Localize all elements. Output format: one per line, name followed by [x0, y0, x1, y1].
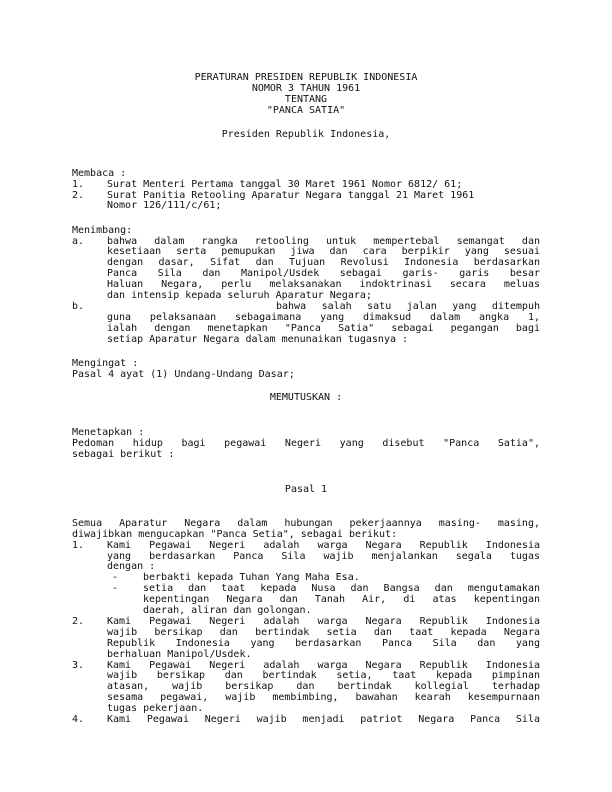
- pasal-1-num-2: 2.: [72, 615, 85, 627]
- pasal-1-item-1-line-3: dengan :: [107, 561, 156, 573]
- membaca-num-2: 2.: [72, 189, 85, 201]
- membaca-label: Membaca :: [72, 167, 127, 179]
- memutuskan-heading: MEMUTUSKAN :: [269, 391, 343, 403]
- mengingat-text: Pasal 4 ayat (1) Undang-Undang Dasar;: [72, 368, 295, 380]
- pasal-1-item-4-line-1: Kami Pegawai Negeri wajib menjadi patriot Negara Panca Sila: [107, 714, 540, 725]
- pasal-1-item-3-line-1: Kami Pegawai Negeri adalah warga Negara Republik Indonesia: [107, 659, 540, 671]
- pasal-1-item-3-line-4: sesama pegawai, wajib membimbing, bawahan kearah kesempurnaan: [107, 692, 540, 704]
- menimbang-a-line-5: Haluan Negara, perlu melaksanakan indoktrinasi secara meluas: [107, 279, 540, 291]
- menetapkan-line-1: Pedoman hidup bagi pegawai Negeri yang disebut "Panca Satia",: [72, 437, 540, 449]
- menimbang-b-line-2: guna pelaksanaan sebagaimana yang dimaksud dalam angka 1,: [107, 311, 540, 323]
- pasal-1-item-1-line-1: Kami Pegawai Negeri adalah warga Negara Republik Indonesia: [107, 539, 540, 551]
- bullet-2-line-2: kepentingan Negara dan Tanah Air, di atas kepentingan: [143, 594, 540, 606]
- pasal-1-item-3-line-3: atasan, wajib bersikap dan bertindak kollegial terhadap: [107, 681, 540, 693]
- pasal-1-num-1: 1.: [72, 539, 85, 551]
- pasal-1-intro-line-1: Semua Aparatur Negara dalam hubungan pekerjaannya masing- masing,: [72, 517, 540, 529]
- bullet-2-line-1: setia dan taat kepada Nusa dan Bangsa dan mengutamakan: [143, 583, 540, 595]
- membaca-item-2-line-2: Nomor 126/111/c/61;: [107, 200, 222, 212]
- mengingat-label: Mengingat :: [72, 357, 139, 369]
- pasal-1-num-4: 4.: [72, 714, 85, 725]
- pasal-1-item-3-line-2: wajib bersikap dan bertindak setia, taat kepada pimpinan: [107, 670, 540, 682]
- menimbang-b-line-4: setiap Aparatur Negara dalam menunaikan tugasnya :: [107, 333, 409, 345]
- bullet-dash-2: -: [112, 583, 119, 595]
- menimbang-num-a: a.: [72, 235, 85, 247]
- menimbang-b-line-1: bahwa salah satu jalan yang ditempuh: [276, 300, 540, 312]
- menimbang-num-b: b.: [72, 300, 85, 312]
- pasal-1-item-2-line-3: Republik Indonesia yang berdasarkan Panca Sila dan yang: [107, 637, 540, 649]
- menimbang-a-line-6: dan intensip kepada seluruh Aparatur Negara;: [107, 290, 372, 301]
- bullet-dash-1: -: [112, 572, 119, 584]
- bullet-1-line-1: berbakti kepada Tuhan Yang Maha Esa.: [143, 572, 360, 584]
- title-line-1: PERATURAN PRESIDEN REPUBLIK INDONESIA: [194, 72, 418, 83]
- pasal-1-item-1-line-2: yang berdasarkan Panca Sila wajib menjalankan segala tugas: [107, 550, 540, 562]
- pasal-1-intro-line-2: diwajibkan mengucapkan "Panca Setia", sebagai berikut:: [72, 528, 398, 540]
- pasal-1-item-3-line-5: tugas pekerjaan.: [107, 703, 204, 715]
- menimbang-b-line-3: ialah dengan menetapkan "Panca Satia" sebagai pegangan bagi: [107, 322, 540, 334]
- title-line-2: NOMOR 3 TAHUN 1961: [251, 82, 361, 94]
- menimbang-a-line-4: Panca Sila dan Manipol/Usdek sebagai garis- garis besar: [107, 268, 540, 280]
- pasal-1-item-2-line-1: Kami Pegawai Negeri adalah warga Negara Republik Indonesia: [107, 615, 540, 627]
- issuer-line: Presiden Republik Indonesia,: [221, 128, 391, 140]
- membaca-num-1: 1.: [72, 178, 85, 190]
- pasal-1-num-3: 3.: [72, 659, 85, 671]
- title-line-3: TENTANG: [284, 93, 328, 105]
- membaca-item-1-line-1: Surat Menteri Pertama tanggal 30 Maret 1961 Nomor 6812/ 61;: [107, 178, 463, 190]
- membaca-item-2-line-1: Surat Panitia Retooling Aparatur Negara tanggal 21 Maret 1961: [107, 189, 475, 201]
- menimbang-label: Menimbang:: [72, 224, 133, 236]
- menimbang-a-line-1: bahwa dalam rangka retooling untuk mempertebal semangat dan: [107, 235, 540, 247]
- bullet-2-line-3: daerah, aliran dan golongan.: [143, 605, 312, 616]
- pasal-1-item-2-line-2: wajib bersikap dan bertindak setia dan taat kepada Negara: [107, 626, 540, 638]
- pasal-1-item-2-line-4: berhaluan Manipol/Usdek.: [107, 648, 252, 660]
- menetapkan-label: Menetapkan :: [72, 426, 145, 438]
- menimbang-a-line-2: kesetiaan serta pemupukan jiwa dan cara berpikir yang sesuai: [107, 246, 540, 258]
- pasal-1-heading: Pasal 1: [284, 483, 328, 495]
- menimbang-a-line-3: dengan dasar, Sifat dan Tujuan Revolusi Indonesia berdasarkan: [107, 257, 540, 269]
- menetapkan-line-2: sebagai berikut :: [72, 448, 175, 460]
- title-line-4: "PANCA SATIA": [266, 104, 346, 116]
